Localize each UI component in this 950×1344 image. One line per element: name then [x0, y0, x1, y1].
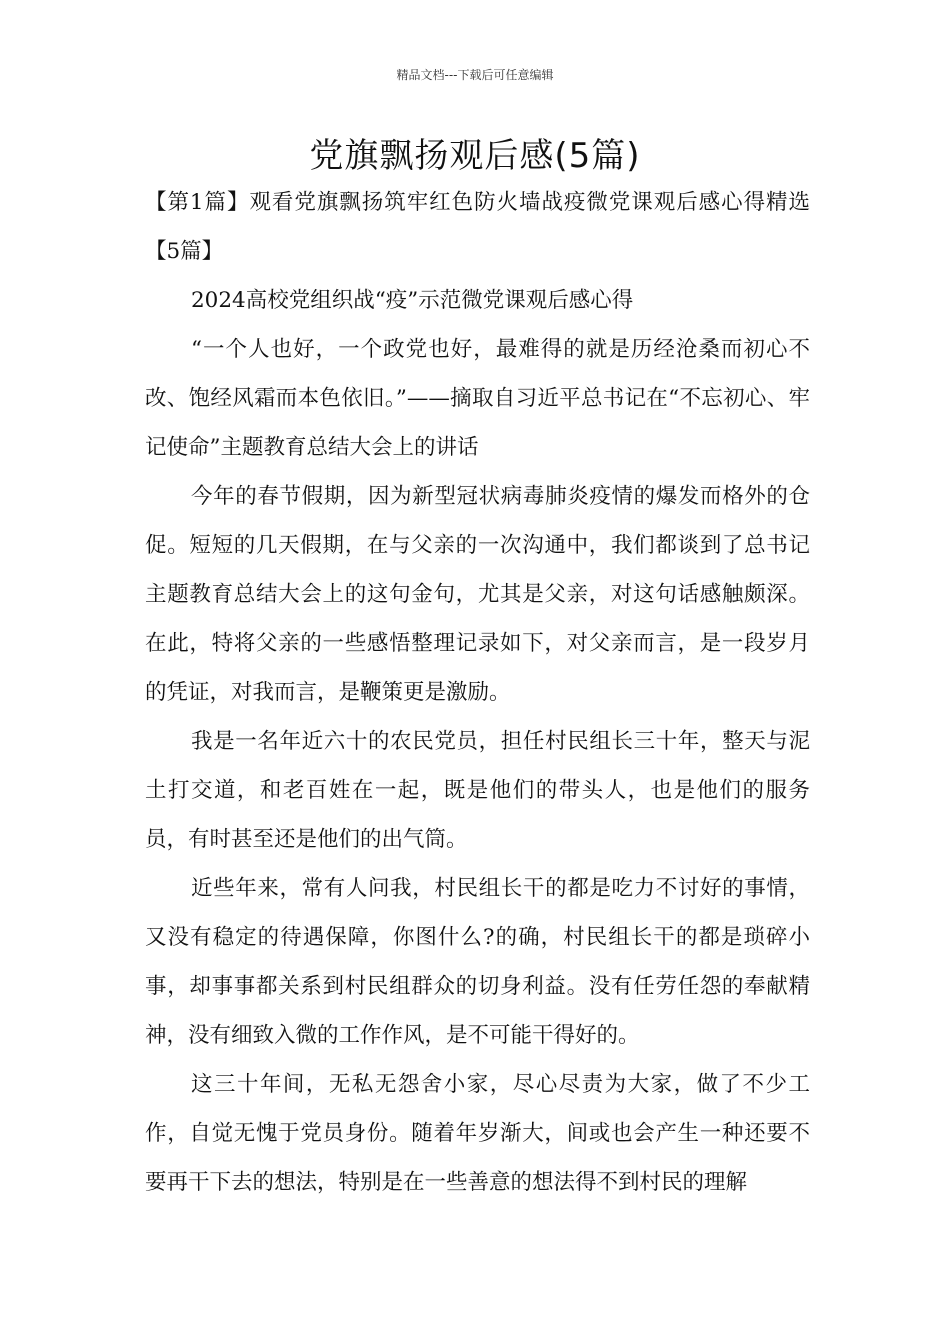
paragraph-farmer-member: 我是一名年近六十的农民党员，担任村民组长三十年，整天与泥土打交道，和老百姓在一起，既是他们的带头人，也是他们的服务员，有时甚至还是他们的出气筒。 — [145, 729, 810, 852]
document-body — [145, 178, 810, 1207]
paragraph-quote: “一个人也好，一个政党也好，最难得的就是历经沧桑而初心不改、饱经风霜而本色依旧。”——摘取自习近平总书记在“不忘初心、牢记使命”主题教育总结大会上的讲话 — [145, 337, 810, 460]
document-title: 党旗飘扬观后感(5篇) — [309, 136, 641, 176]
paragraph-spring-festival: 今年的春节假期，因为新型冠状病毒肺炎疫情的爆发而格外的仓促。短短的几天假期，在与父亲的一次沟通中，我们都谈到了总书记主题教育总结大会上的这句金句，尤其是父亲，对这句话感触颇深。在此，特将父亲的一些感悟整理记录如下，对父亲而言，是一段岁月的凭证，对我而言，是鞭策更是激励。 — [145, 484, 810, 705]
header-note: 精品文档---下载后可任意编辑 — [396, 68, 554, 82]
paragraph-recent-years: 近些年来，常有人问我，村民组长干的都是吃力不讨好的事情，又没有稳定的待遇保障，你图什么?的确，村民组长干的都是琐碎小事，却事事都关系到村民组群众的切身利益。没有任劳任怨的奉献精神，没有细致入微的工作作风，是不可能干得好的。 — [145, 876, 810, 1048]
paragraph-thirty-years: 这三十年间，无私无怨舍小家，尽心尽责为大家，做了不少工作，自觉无愧于党员身份。随着年岁渐大，间或也会产生一种还要不要再干下去的想法，特别是在一些善意的想法得不到村民的理解 — [145, 1072, 810, 1195]
section-subtitle: 2024高校党组织战“疫”示范微党课观后感心得 — [191, 288, 634, 313]
section-heading: 【第1篇】观看党旗飘扬筑牢红色防火墙战疫微党课观后感心得精选【5篇】 — [145, 190, 810, 264]
